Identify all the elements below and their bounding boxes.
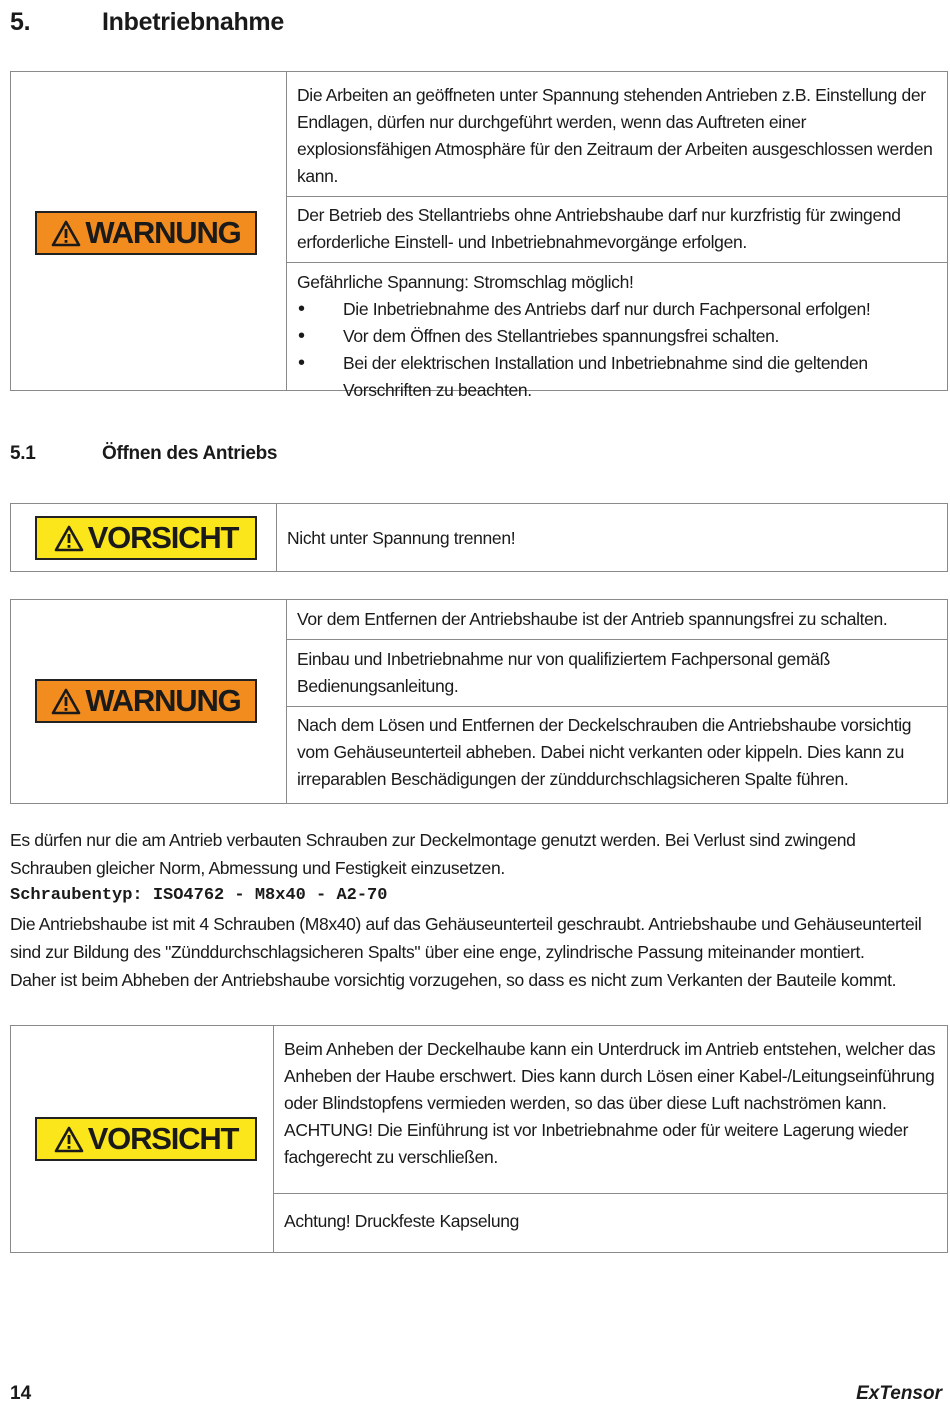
subsection-title: Öffnen des Antriebs	[102, 443, 278, 464]
caution-text-cell	[277, 504, 947, 571]
warning-triangle-icon	[54, 525, 84, 552]
caution-sign-cell	[11, 1026, 274, 1252]
warning-triangle-icon	[51, 688, 81, 715]
section-number: 5.	[10, 8, 31, 36]
caution-text: Nicht unter Spannung trennen!	[287, 528, 516, 548]
warning-text: Der Betrieb des Stellantriebs ohne Antriebshaube darf nur kurzfristig für zwingend erforderliche Einstell- und Inbetriebnahmevorgänge erfolgen.	[287, 197, 947, 263]
body-text	[10, 826, 940, 994]
warning-text-cells	[287, 72, 947, 400]
caution-sign	[35, 1117, 257, 1161]
bullet-list	[297, 296, 937, 404]
warning-triangle-icon	[51, 220, 81, 247]
bullet-item: • Vor dem Öffnen des Stellantriebes spannungsfrei schalten.	[297, 323, 937, 350]
caution-text: Beim Anheben der Deckelhaube kann ein Unterdruck im Antrieb entstehen, welcher das Anheben der Haube erschwert. Dies kann durch Lösen einer Kabel-/Leitungseinführung oder Blindstopfens vermieden werden, so das über diese Luft nachströmen kann. ACHTUNG! Die Einführung ist vor Inbetriebnahme oder für weitere Lagerung wieder fachgerecht zu verschließen.	[274, 1026, 947, 1194]
subsection-heading	[10, 443, 277, 465]
section-title: Inbetriebnahme	[102, 8, 284, 36]
page-number: 14	[10, 1383, 32, 1404]
warning-text: Vor dem Entfernen der Antriebshaube ist der Antrieb spannungsfrei zu schalten.	[287, 600, 947, 640]
warning-box-2	[10, 599, 948, 804]
warning-text: Nach dem Lösen und Entfernen der Deckelschrauben die Antriebshaube vorsichtig vom Gehäuseunterteil abheben. Dabei nicht verkanten oder kippeln. Dies kann zu irreparablen Beschädigungen der zünddurchschlagsicheren Spalte führen.	[297, 715, 912, 789]
warning-sign-label: WARNUNG	[85, 683, 241, 718]
warning-sign-label: WARNUNG	[85, 215, 241, 250]
warning-sign-cell	[11, 600, 287, 803]
bullet-item: • Bei der elektrischen Installation und Inbetriebnahme sind die geltenden Vorschriften zu beachten.	[297, 350, 937, 404]
caution-sign-cell	[11, 504, 277, 571]
warning-triangle-icon	[54, 1126, 84, 1153]
warning-sign-cell	[11, 72, 287, 390]
body-paragraph: Die Antriebshaube ist mit 4 Schrauben (M8x40) auf das Gehäuseunterteil geschraubt. Antriebshaube und Gehäuseunterteil sind zur Bildung des "Zünddurchschlagsicheren Spalts" über eine enge, zylindrische Passung miteinander montiert.	[10, 914, 922, 962]
warning-sign	[35, 211, 257, 255]
subsection-number: 5.1	[10, 443, 36, 464]
warning-sign	[35, 679, 257, 723]
caution-text: Achtung! Druckfeste Kapselung	[284, 1211, 519, 1231]
warning-text: Einbau und Inbetriebnahme nur von qualifiziertem Fachpersonal gemäß Bedienungsanleitung.	[287, 640, 947, 707]
body-paragraph: Daher ist beim Abheben der Antriebshaube vorsichtig vorzugehen, so dass es nicht zum Verkanten der Bauteile kommt.	[10, 970, 897, 990]
danger-intro: Gefährliche Spannung: Stromschlag möglich!	[297, 272, 634, 292]
caution-text-cells	[274, 1026, 947, 1252]
screw-type: Schraubentyp: ISO4762 - M8x40 - A2-70	[10, 886, 388, 905]
warning-text: Die Arbeiten an geöffneten unter Spannung stehenden Antrieben z.B. Einstellung der Endlagen, dürfen nur durchgeführt werden, wenn das Auftreten einer explosionsfähigen Atmosphäre für den Zeitraum der Arbeiten ausgeschlossen werden kann.	[287, 72, 947, 197]
caution-sign-label: VORSICHT	[87, 1121, 239, 1156]
caution-box-2	[10, 1025, 948, 1253]
body-paragraph: Es dürfen nur die am Antrieb verbauten Schrauben zur Deckelmontage genutzt werden. Bei Verlust sind zwingend Schrauben gleicher Norm, Abmessung und Festigkeit einzusetzen.	[10, 830, 856, 878]
section-heading	[10, 8, 284, 37]
caution-sign-label: VORSICHT	[87, 520, 239, 555]
brand-name: ExTensor	[856, 1383, 942, 1404]
caution-box-1	[10, 503, 948, 572]
caution-sign	[35, 516, 257, 560]
bullet-item: • Die Inbetriebnahme des Antriebs darf nur durch Fachpersonal erfolgen!	[297, 296, 937, 323]
warning-danger-cell	[287, 263, 947, 410]
warning-text-cells	[287, 600, 947, 803]
warning-box-1	[10, 71, 948, 400]
